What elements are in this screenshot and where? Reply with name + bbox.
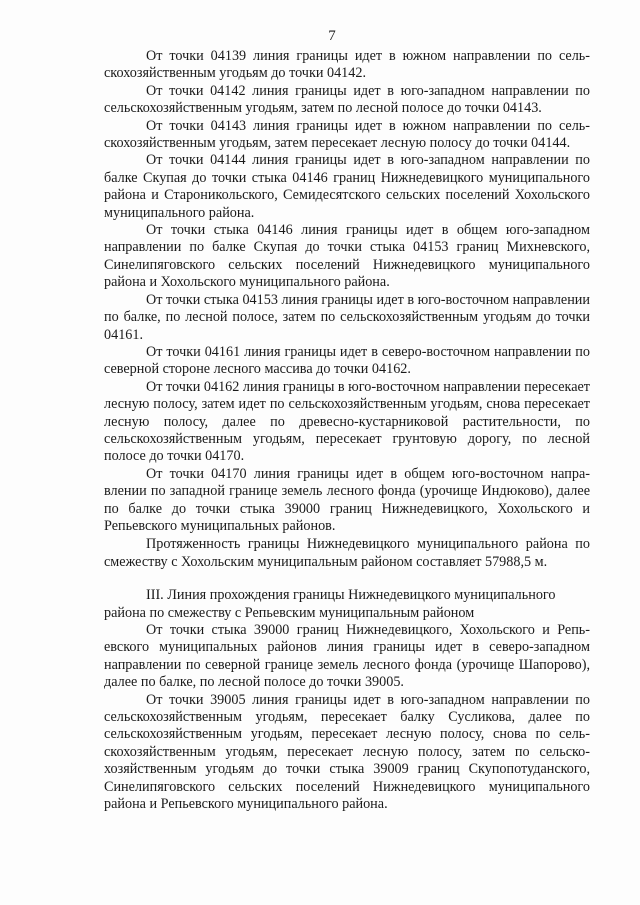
paragraph-9: От точки 04170 линия границы идет в общем юго-восточном направлении по западной границе земель лесного фонда (урочище Индюково), далее по балке до точки стыка 39000 границ Нижнедевицкого, Хохольского и Репьевского муниципальных районов. bbox=[104, 465, 590, 534]
paragraph-10: Протяженность границы Нижнедевицкого муниципального района по смежеству с Хохольским муниципальным районом составляет 57988,5 м. bbox=[104, 536, 590, 570]
paragraph-6: От точки стыка 04153 линия границы идет в юго-восточном направлении по балке, по лесной полосе, затем по сельскохозяйственным угодьям до точки 04161. bbox=[104, 291, 590, 343]
section-paragraph-2: От точки 39005 линия границы идет в юго-западном направлении по сельскохозяйственным угодьям, пересекает балку Сусликова, далее по сельскохозяйственным угодьям, пересекает лесную полосу, снова по сельскохозяйственным угодьям, пересекает лесную полосу, затем по сельскохозяйственным угодьям до точки стыка 39009 границ Скупопотуданского, Синелипяговского сельских поселений Нижнедевицкого муниципального района и Репьевского муниципального района. bbox=[104, 691, 590, 813]
paragraph-8: От точки 04162 линия границы в юго-восточном направлении пересекает лесную полосу, затем идет по сельскохозяйственным угодьям, снова пересекает лесную полосу, далее по древесно-кустарниковой растительности, по сельскохозяйственным угодьям, пересекает грунтовую дорогу, по лесной полосе до точки 04170. bbox=[104, 378, 590, 465]
section-heading: III. Линия прохождения границы Нижнедевицкого муниципального района по смежеству с Репьевским муниципальным районом bbox=[104, 587, 556, 621]
paragraph-2: От точки 04142 линия границы идет в юго-западном направлении по сельскохозяйственным угодьям, затем по лесной полосе до точки 04143. bbox=[104, 82, 590, 117]
paragraph-1: От точки 04139 линия границы идет в южном направлении по сельскохозяйственным угодьям до точки 04142. bbox=[104, 48, 590, 82]
paragraph-3: От точки 04143 линия границы идет в южном направлении по сельскохозяйственным угодьям, затем пересекает лесную полосу до точки 04144. bbox=[104, 117, 590, 152]
page-number: 7 bbox=[328, 28, 336, 44]
paragraph-7: От точки 04161 линия границы идет в северо-восточном направлении по северной стороне лесного массива до точки 04162. bbox=[104, 343, 590, 378]
section-spacer bbox=[104, 571, 590, 587]
section-paragraph-1: От точки стыка 39000 границ Нижнедевицкого, Хохольского и Репьевского муниципальных районов линия границы идет в северо-западном направлении по северной границе земель лесного фонда (урочище Шапорово), далее по балке, по лесной полосе до точки 39005. bbox=[104, 622, 590, 691]
document-body bbox=[104, 48, 590, 813]
paragraph-5: От точки стыка 04146 линия границы идет в общем юго-западном направлении по балке Скупая до точки стыка 04153 границ Михневского, Синелипяговского сельских поселений Нижнедевицкого муниципального района и Хохольского муниципального района. bbox=[104, 222, 590, 291]
paragraph-4: От точки 04144 линия границы идет в юго-западном направлении по балке Скупая до точки стыка 04146 границ Нижнедевицкого муниципального района и Староникольского, Семидесятского сельских поселений Хохольского муниципального района. bbox=[104, 152, 590, 221]
